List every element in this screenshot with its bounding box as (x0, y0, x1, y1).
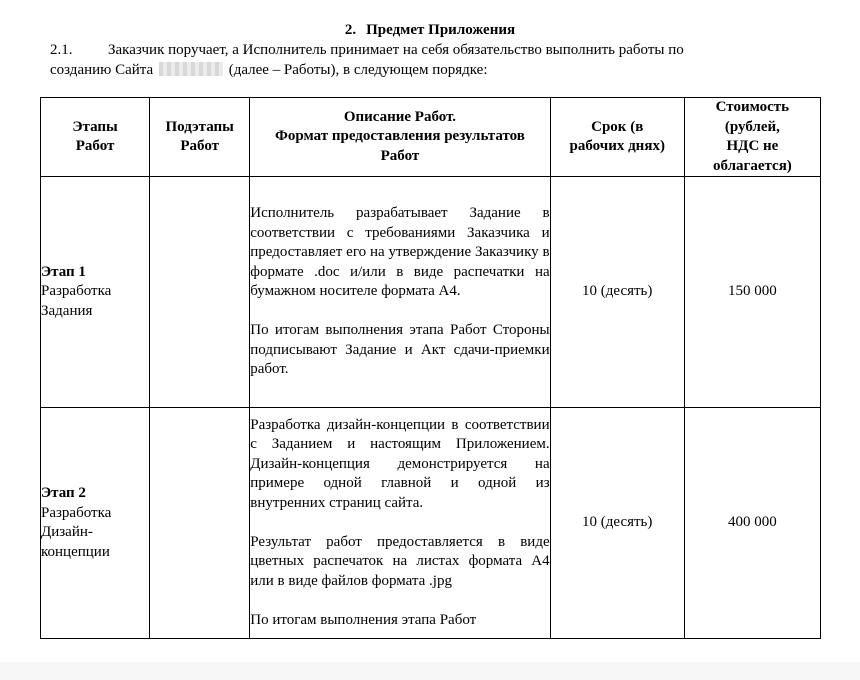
description-cell (250, 177, 550, 408)
description-cell (250, 408, 550, 639)
stage-cell (41, 408, 150, 639)
intro-paragraph (50, 40, 790, 80)
intro-line-1 (50, 40, 790, 60)
section-title-text: Предмет Приложения (366, 22, 516, 38)
header-description: Описание Работ. Формат предоставления результатов Работ (250, 98, 550, 177)
section-title (0, 20, 860, 40)
term-cell: 10 (десять) (550, 177, 684, 408)
table-header-row (41, 98, 821, 177)
description-paragraph: По итогам выполнения этапа Работ (250, 611, 477, 628)
header-stages: Этапы Работ (41, 98, 150, 177)
stage-cell (41, 177, 150, 408)
table-row (41, 177, 821, 408)
page-bottom-strip (0, 662, 860, 680)
stage-name: Разработка Дизайн- концепции (41, 504, 112, 560)
description-paragraph: По итогам выполнения этапа Работ Стороны подписывают Задание и Акт сдачи-приемки работ. (250, 322, 550, 378)
substage-cell (150, 177, 250, 408)
cost-cell: 400 000 (684, 408, 820, 639)
redacted-site-name (159, 62, 223, 76)
works-table (40, 97, 821, 639)
intro-text-1: Заказчик поручает, а Исполнитель принимает на себя обязательство выполнить работы по (108, 42, 684, 58)
header-term: Срок (в рабочих днях) (550, 98, 684, 177)
section-number: 2. (344, 22, 357, 38)
stage-name: Разработка Задания (41, 283, 112, 319)
clause-number: 2.1. (50, 42, 73, 58)
header-cost: Стоимость (рублей, НДС не облагается) (684, 98, 820, 177)
table-row (41, 408, 821, 639)
header-substages: Подэтапы Работ (150, 98, 250, 177)
description-paragraph: Исполнитель разрабатывает Задание в соответствии с требованиями Заказчика и предоставляет его на утверждение Заказчику в формате .doc и/или в виде распечатки на бумажном носителе формата А4. (250, 205, 550, 300)
stage-label: Этап 2 (41, 485, 86, 501)
description-paragraph: Результат работ предоставляется в виде цветных распечаток на листах формата А4 или в виде файлов формата .jpg (250, 533, 550, 589)
intro-line-2 (50, 60, 790, 80)
intro-text-2-before: созданию Сайта (50, 62, 154, 78)
cost-cell: 150 000 (684, 177, 820, 408)
intro-text-2-after: (далее – Работы), в следующем порядке: (228, 62, 488, 78)
description-paragraph: Разработка дизайн-концепции в соответствии с Заданием и настоящим Приложением. Дизайн-концепция демонстрируется на примере одной главной и одной из внутренних страниц сайта. (250, 416, 550, 511)
stage-label: Этап 1 (41, 263, 86, 280)
substage-cell (150, 408, 250, 639)
term-cell: 10 (десять) (550, 408, 684, 639)
